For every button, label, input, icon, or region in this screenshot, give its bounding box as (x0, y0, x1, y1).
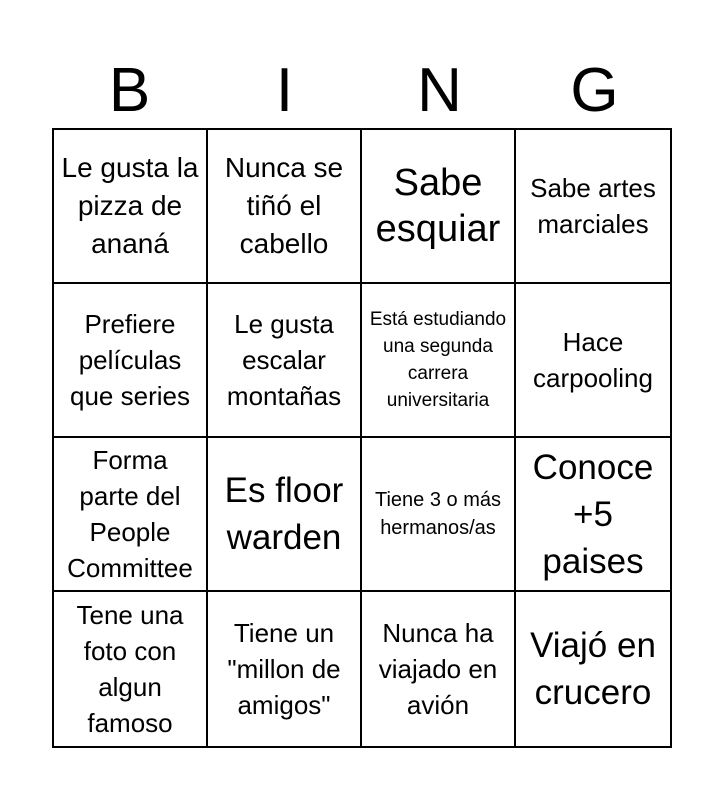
bingo-cell[interactable]: Es floor warden (208, 438, 362, 592)
header-letter-g: G (570, 56, 619, 125)
bingo-card-grid (52, 128, 672, 748)
bingo-cell[interactable]: Nunca se tiñó el cabello (208, 130, 362, 284)
bingo-cell[interactable]: Conoce +5 paises (516, 438, 670, 592)
bingo-cell[interactable]: Tene una foto con algun famoso (54, 592, 208, 746)
bingo-cell[interactable]: Viajó en crucero (530, 626, 656, 712)
bingo-header (52, 58, 672, 124)
header-letter-b: B (108, 56, 151, 125)
bingo-cell[interactable]: Prefiere películas que series (54, 284, 208, 438)
bingo-cell[interactable]: Está estudiando una segunda carrera universitaria (362, 284, 516, 438)
bingo-cell[interactable]: Nunca ha viajado en avión (362, 592, 516, 746)
bingo-cell[interactable]: Sabe esquiar (362, 130, 516, 284)
header-letter-i: I (275, 56, 294, 125)
bingo-cell[interactable]: Sabe artes marciales (516, 130, 670, 284)
header-letter-n: N (417, 56, 462, 125)
bingo-cell[interactable]: Hace carpooling (516, 284, 670, 438)
bingo-cell[interactable]: Tiene 3 o más hermanos/as (362, 438, 516, 592)
bingo-cell[interactable]: Le gusta la pizza de ananá (54, 130, 208, 284)
bingo-cell[interactable]: Le gusta escalar montañas (208, 284, 362, 438)
bingo-cell[interactable]: Tiene un "millon de amigos" (208, 592, 362, 746)
bingo-cell[interactable]: Forma parte del People Committee (54, 438, 208, 592)
